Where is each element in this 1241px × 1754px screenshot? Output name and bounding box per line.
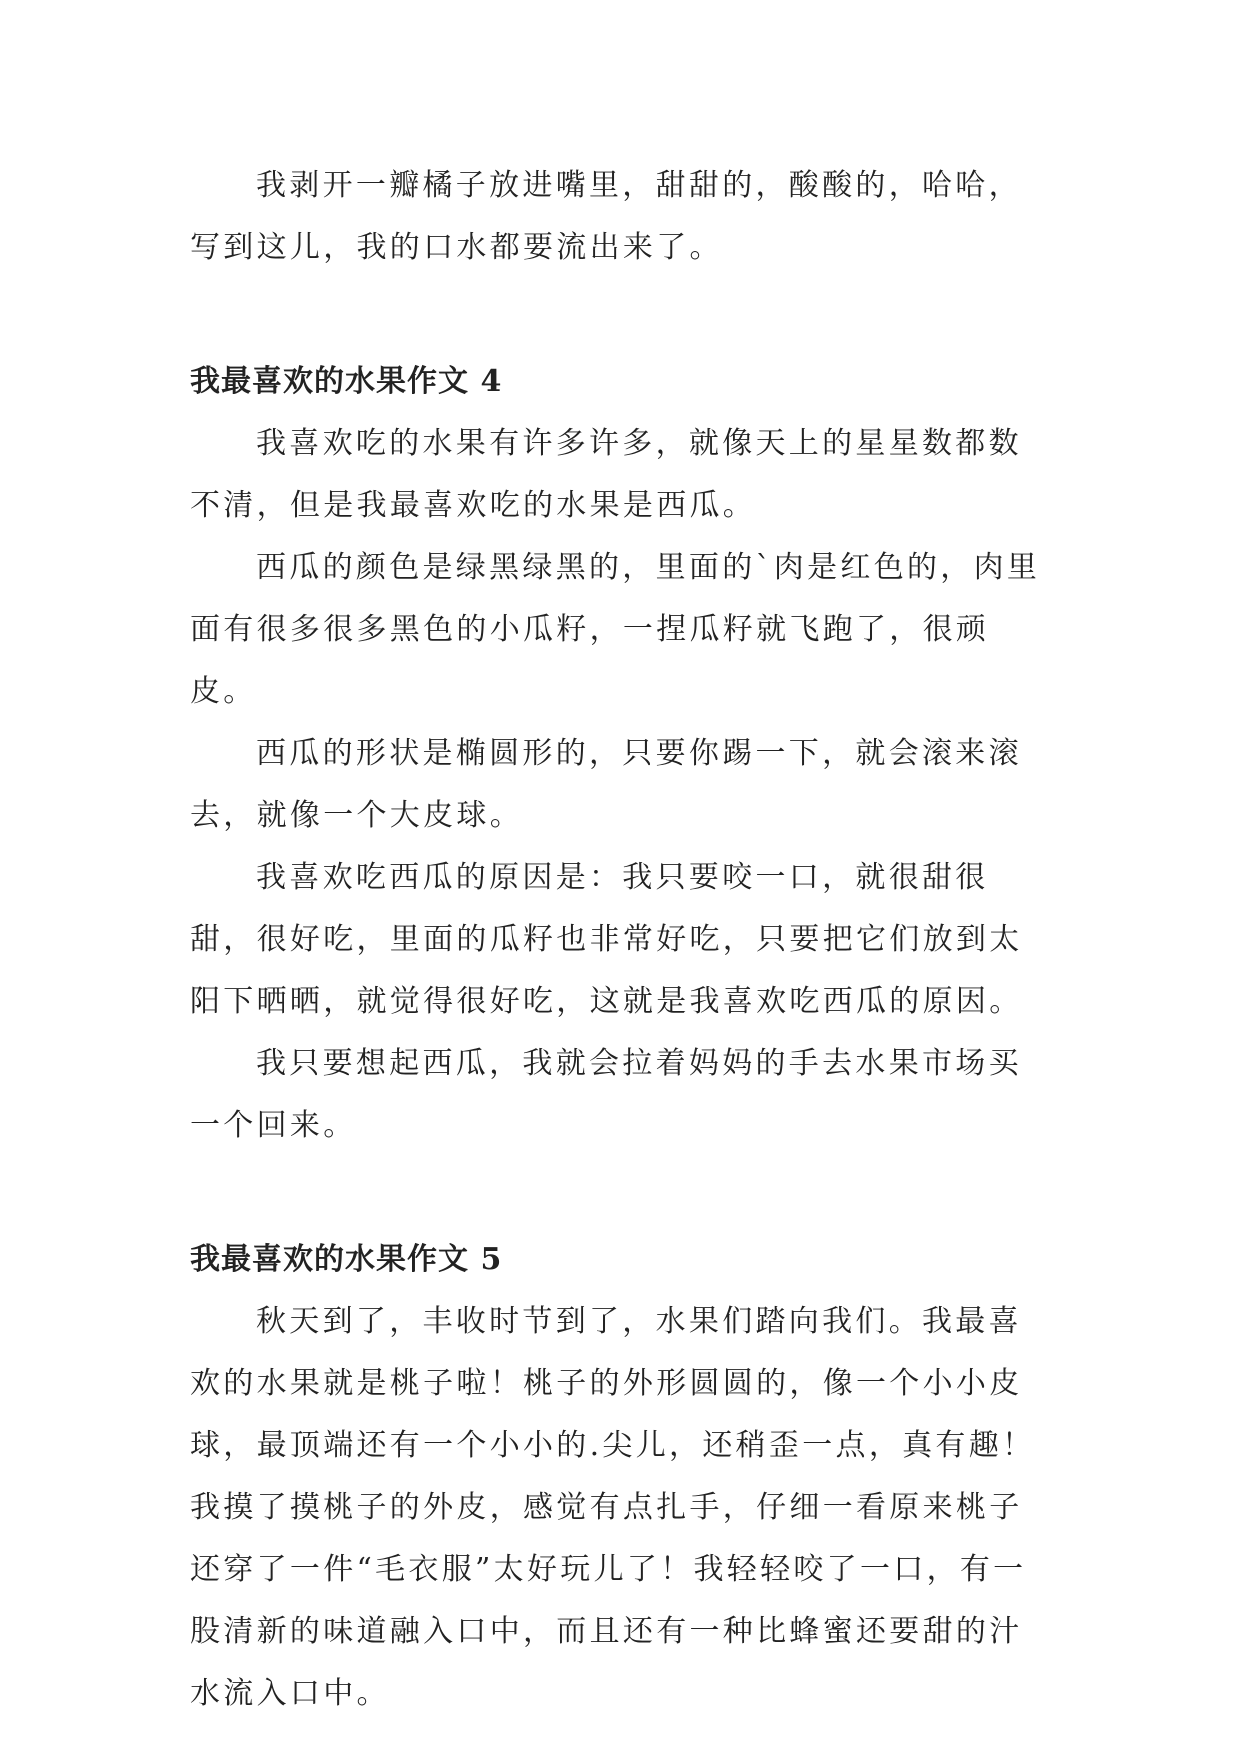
paragraph: 我只要想起西瓜，我就会拉着妈妈的手去水果市场买一个回来。	[190, 1046, 1022, 1143]
paragraph: 我喜欢吃的水果有许多许多，就像天上的星星数都数不清，但是我最喜欢吃的水果是西瓜。	[190, 426, 1022, 523]
paragraph: 我喜欢吃西瓜的原因是：我只要咬一口，就很甜很甜，很好吃，里面的瓜籽也非常好吃，只要把它们放到太阳下晒晒，就觉得很好吃，这就是我喜欢吃西瓜的原因。	[190, 860, 1023, 1019]
section-title-5: 我最喜欢的水果作文 5	[190, 1242, 503, 1277]
section-title-4: 我最喜欢的水果作文 4	[190, 364, 503, 399]
intro-paragraph: 我剥开一瓣橘子放进嘴里，甜甜的，酸酸的，哈哈，写到这儿，我的口水都要流出来了。	[190, 168, 1022, 265]
document-body	[190, 155, 1050, 1725]
paragraph: 西瓜的颜色是绿黑绿黑的，里面的`肉是红色的，肉里面有很多很多黑色的小瓜籽，一捏瓜籽就飞跑了，很顽皮。	[190, 550, 1041, 709]
paragraph: 西瓜的形状是椭圆形的，只要你踢一下，就会滚来滚去，就像一个大皮球。	[190, 736, 1022, 833]
paragraph: 秋天到了，丰收时节到了，水果们踏向我们。我最喜欢的水果就是桃子啦！桃子的外形圆圆的，像一个小小皮球，最顶端还有一个小小的.尖儿，还稍歪一点，真有趣！我摸了摸桃子的外皮，感觉有点扎手，仔细一看原来桃子还穿了一件“毛衣服”太好玩儿了！我轻轻咬了一口，有一股清新的味道融入口中，而且还有一种比蜂蜜还要甜的汁水流入口中。	[190, 1304, 1036, 1711]
